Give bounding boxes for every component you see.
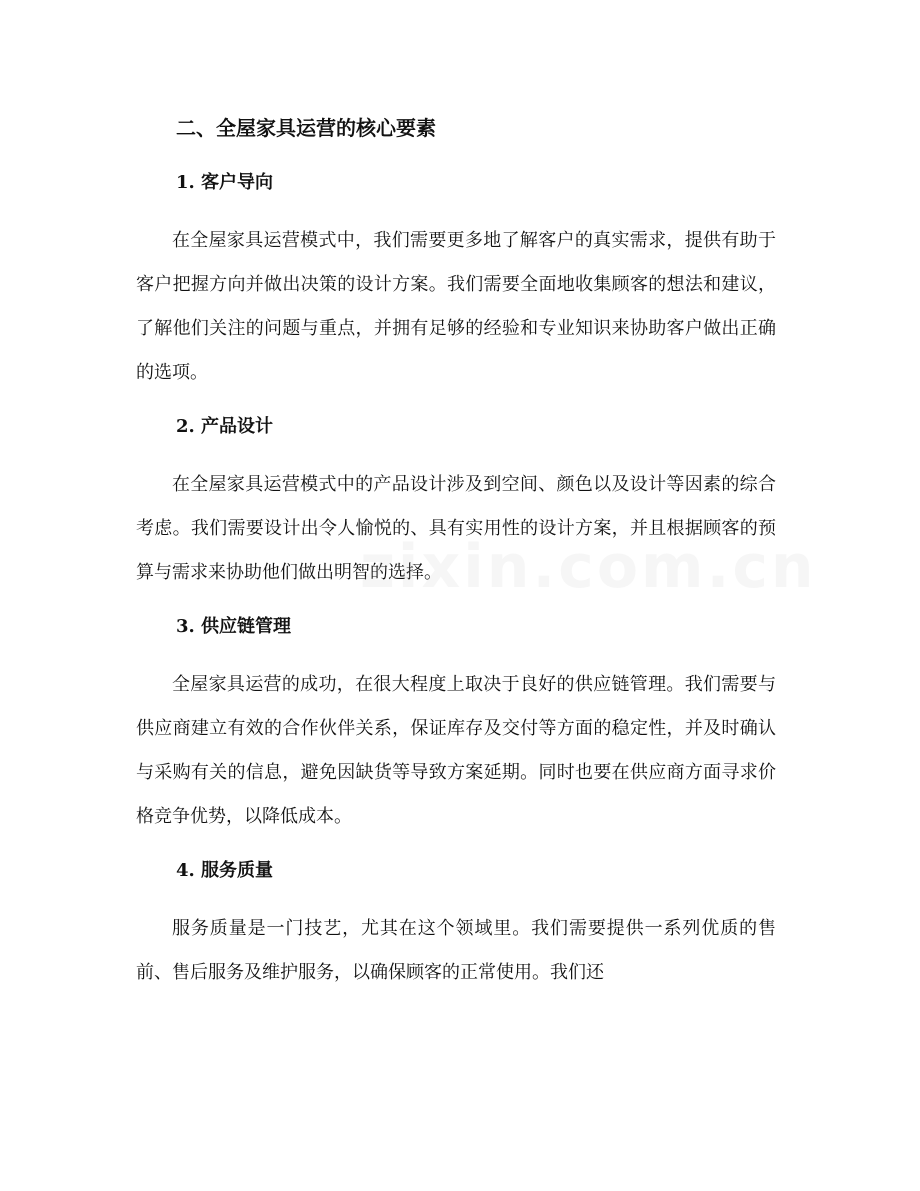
watermark: zixin.com.cn (360, 532, 817, 602)
heading-supply-chain: 3. 供应链管理 (176, 616, 292, 637)
paragraph-supply-chain: 全屋家具运营的成功，在很大程度上取决于良好的供应链管理。我们需要与供应商建立有效的合作伙伴关系，保证库存及交付等方面的稳定性，并及时确认与采购有关的信息，避免因缺货等导致方案延期。同时也要在供应商方面寻求价格竞争优势，以降低成本。 (136, 674, 776, 827)
section-title: 二、全屋家具运营的核心要素 (176, 116, 436, 140)
document-content (136, 108, 776, 1009)
heading-customer-orientation: 1. 客户导向 (176, 172, 274, 193)
paragraph-service-quality: 服务质量是一门技艺，尤其在这个领域里。我们需要提供一系列优质的售前、售后服务及维护服务，以确保顾客的正常使用。我们还 (136, 918, 776, 983)
paragraph-product-design: 在全屋家具运营模式中的产品设计涉及到空间、颜色以及设计等因素的综合考虑。我们需要设计出令人愉悦的、具有实用性的设计方案，并且根据顾客的预算与需求来协助他们做出明智的选择。 (136, 474, 776, 583)
heading-product-design: 2. 产品设计 (176, 416, 274, 437)
paragraph-customer-orientation: 在全屋家具运营模式中，我们需要更多地了解客户的真实需求，提供有助于客户把握方向并做出决策的设计方案。我们需要全面地收集顾客的想法和建议，了解他们关注的问题与重点，并拥有足够的经验和专业知识来协助客户做出正确的选项。 (136, 230, 776, 383)
heading-service-quality: 4. 服务质量 (176, 860, 274, 881)
